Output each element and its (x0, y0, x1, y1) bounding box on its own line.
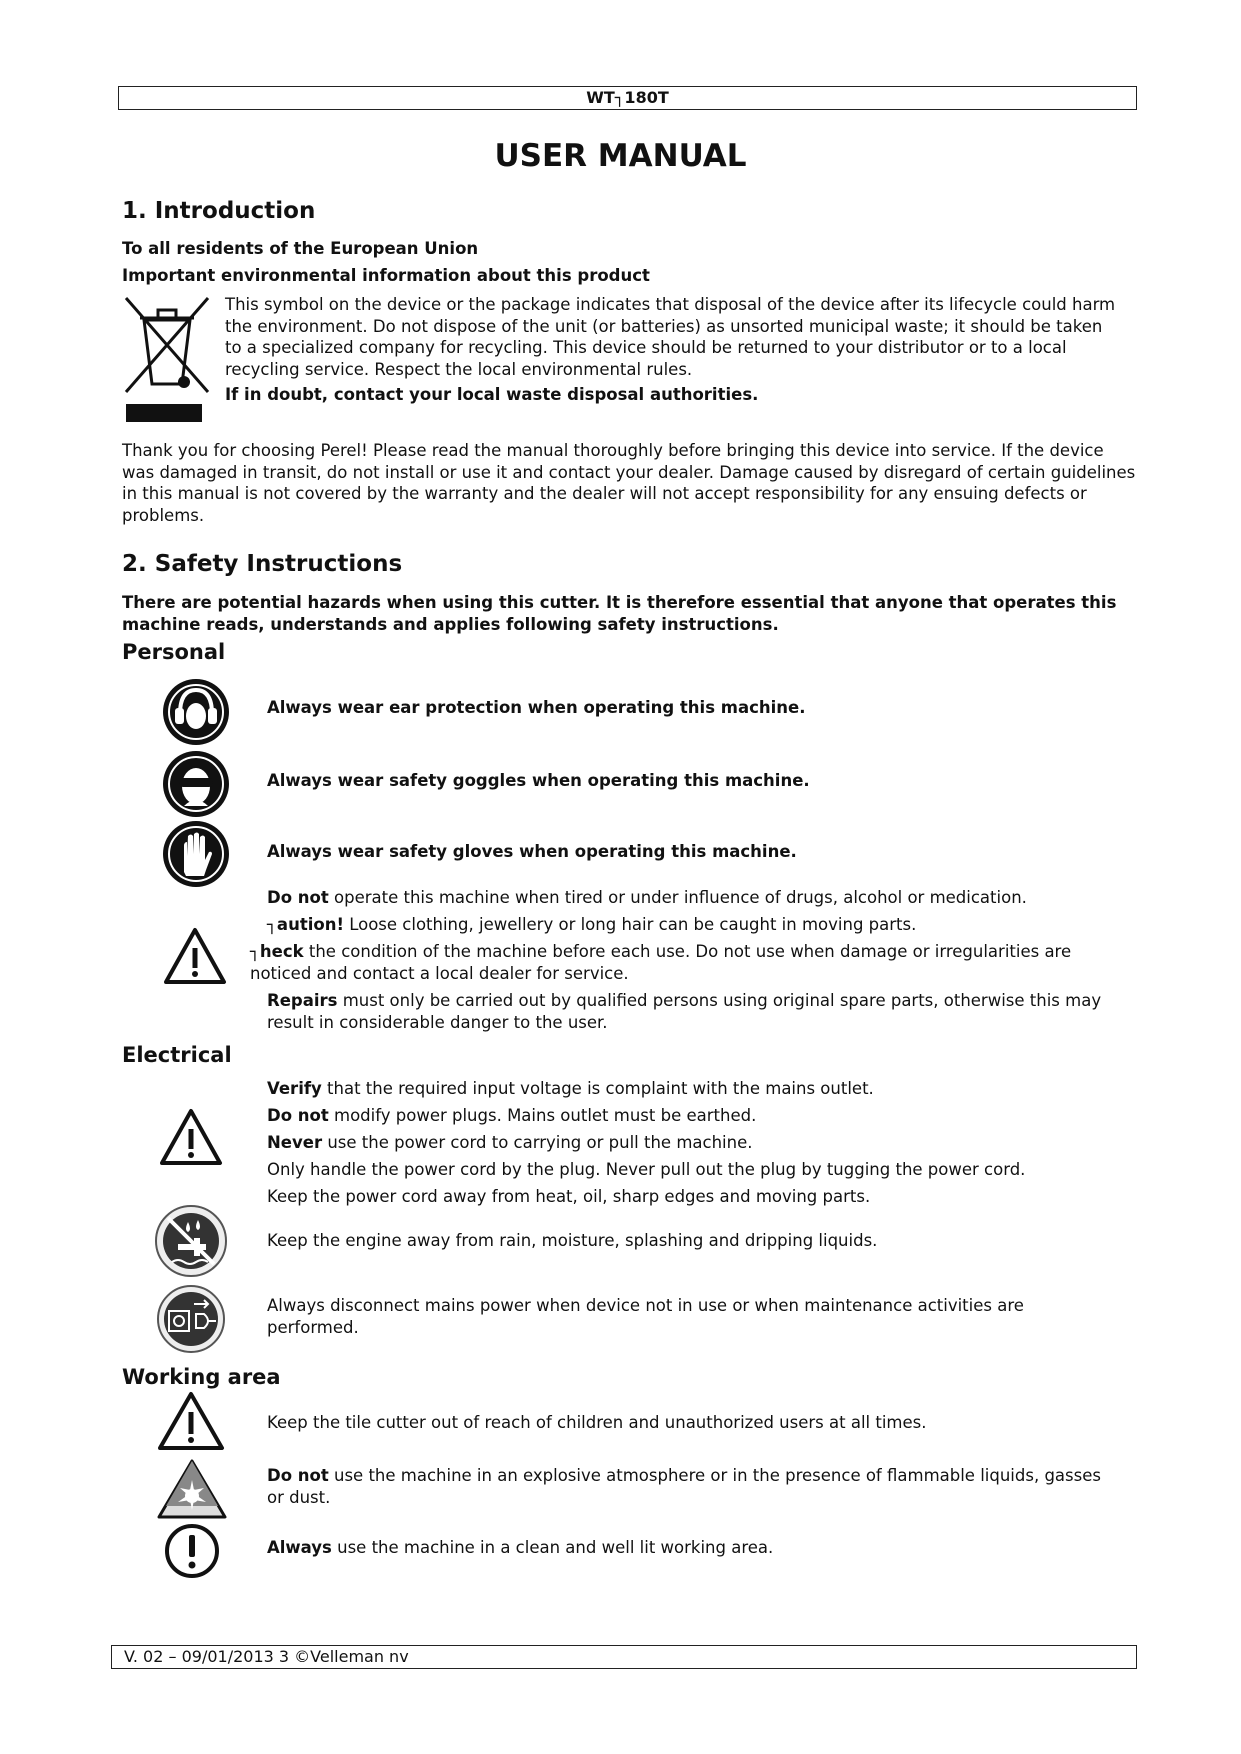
thanks-paragraph: Thank you for choosing Perel! Please read the manual thoroughly before bringing this device into service. If the device was damaged in transit, do not install or use it and contact your dealer. Damage caused by disregard of certain guidelines in this manual is not covered by the warranty and the dealer will not accept responsibility for any ensuing defects or problems. (122, 441, 1136, 525)
rain-text: Keep the engine away from rain, moisture, splashing and dripping liquids. (267, 1231, 878, 1250)
goggles-text: Always wear safety goggles when operating this machine. (267, 771, 810, 790)
eu-heading: To all residents of the European Union (122, 239, 479, 258)
personal-item-2: ┐aution! Loose clothing, jewellery or long hair can be caught in moving parts. (267, 915, 917, 934)
env-heading: Important environmental information about this product (122, 266, 650, 285)
header-model: WT┐180T (118, 86, 1137, 110)
safety-heading: 2. Safety Instructions (122, 551, 403, 577)
electrical-item-4: Only handle the power cord by the plug. Never pull out the plug by tugging the power cord. (267, 1160, 1026, 1179)
safety-warning: There are potential hazards when using this cutter. It is therefore essential that anyone that operates this machine reads, understands and applies following safety instructions. (122, 593, 1117, 634)
disconnect-power-icon (156, 1284, 226, 1354)
clean-area-text: Always use the machine in a clean and well lit working area. (267, 1538, 774, 1557)
warning-triangle-icon (156, 1390, 226, 1452)
env-bold: If in doubt, contact your local waste disposal authorities. (225, 385, 759, 404)
exclamation-circle-icon (164, 1523, 220, 1579)
personal-heading: Personal (122, 640, 226, 664)
electrical-item-3: Never use the power cord to carrying or pull the machine. (267, 1133, 753, 1152)
electrical-item-5: Keep the power cord away from heat, oil, sharp edges and moving parts. (267, 1187, 871, 1206)
no-moisture-icon (154, 1204, 228, 1278)
personal-item-1: Do not operate this machine when tired or under influence of drugs, alcohol or medication. (267, 888, 1027, 907)
personal-item-3: ┐heck the condition of the machine before each use. Do not use when damage or irregularities are noticed and contact a local dealer for service. (250, 942, 1072, 983)
warning-triangle-icon (162, 926, 228, 986)
electrical-item-2: Do not modify power plugs. Mains outlet must be earthed. (267, 1106, 757, 1125)
explosive-text: Do not use the machine in an explosive atmosphere or in the presence of flammable liquids, gasses or dust. (267, 1466, 1101, 1507)
electrical-item-1: Verify that the required input voltage is complaint with the mains outlet. (267, 1079, 874, 1098)
page-title: USER MANUAL (494, 138, 747, 174)
working-area-heading: Working area (122, 1365, 281, 1389)
env-text: This symbol on the device or the package indicates that disposal of the device after its lifecycle could harm the environment. Do not dispose of the unit (or batteries) as unsorted municipal waste; it should be taken to a specialized company for recycling. This device should be returned to your distributor or to a local recycling service. Respect the local environmental rules. (225, 295, 1116, 379)
footer: V. 02 – 09/01/2013 3 ©Velleman nv (111, 1645, 1137, 1669)
electrical-heading: Electrical (122, 1043, 232, 1067)
goggles-icon (162, 750, 230, 818)
ear-protection-icon (162, 678, 230, 746)
warning-triangle-icon (158, 1107, 224, 1167)
explosive-icon (156, 1458, 228, 1520)
gloves-text: Always wear safety gloves when operating this machine. (267, 842, 797, 861)
disconnect-text: Always disconnect mains power when device not in use or when maintenance activities are performed. (267, 1296, 1024, 1337)
gloves-icon (162, 820, 230, 888)
ear-protection-text: Always wear ear protection when operating this machine. (267, 698, 806, 717)
personal-item-4: Repairs must only be carried out by qualified persons using original spare parts, otherwise this may result in considerable danger to the user. (267, 991, 1102, 1032)
intro-heading: 1. Introduction (122, 198, 316, 224)
children-text: Keep the tile cutter out of reach of children and unauthorized users at all times. (267, 1413, 927, 1432)
weee-bin-icon (122, 292, 212, 424)
